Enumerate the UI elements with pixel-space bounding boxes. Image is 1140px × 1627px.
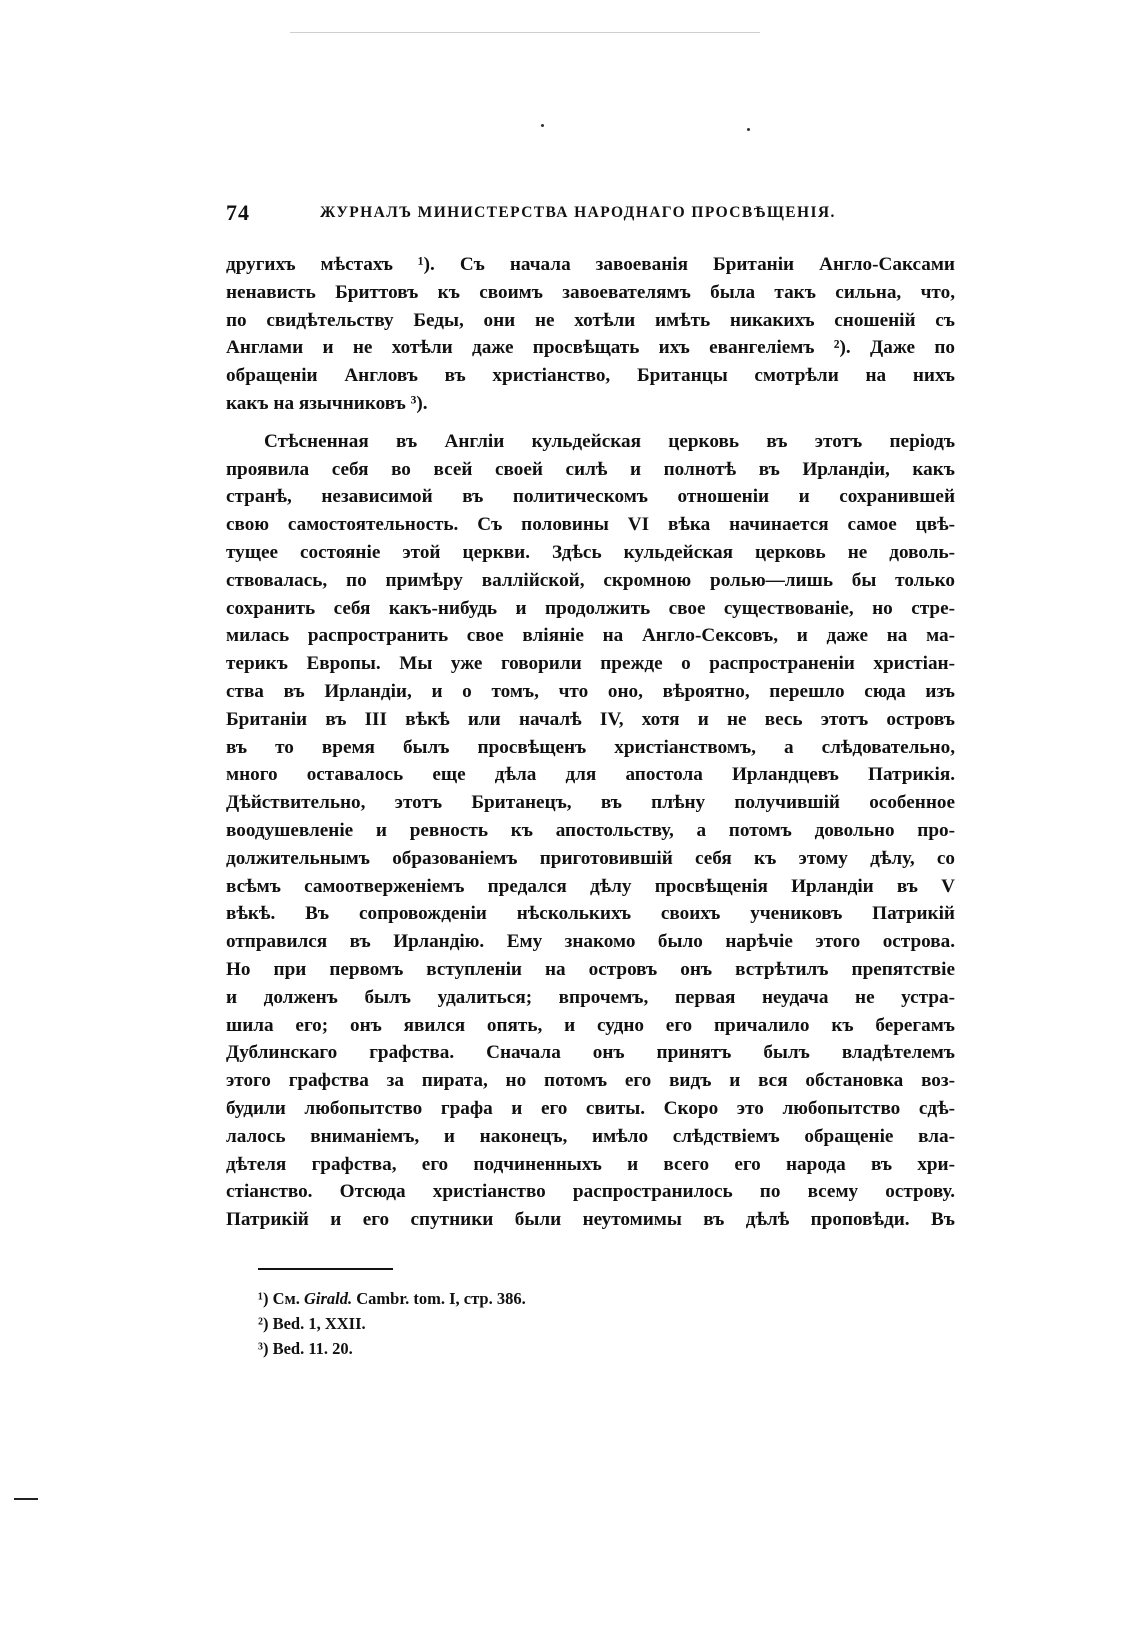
text-line: тущее состояніе этой церкви. Здѣсь кульдейская церковь не доволь- — [226, 541, 955, 563]
footnote-text: Cambr. tom. I, стр. 386. — [356, 1289, 526, 1308]
text-line: по свидѣтельству Беды, они не хотѣли имѣть никакихъ сношеній съ — [226, 309, 955, 331]
text-line: дѣтеля графства, его подчиненныхъ и всего его народа въ хри- — [226, 1153, 955, 1175]
text-line: много оставалось еще дѣла для апостола Ирландцевъ Патрикія. — [226, 764, 955, 786]
text-line: Стѣсненная въ Англіи кульдейская церковь въ этотъ періодъ — [264, 430, 955, 452]
text-line: въ то время былъ просвѣщенъ христіанствомъ, а слѣдовательно, — [226, 736, 955, 758]
footnote-rule — [258, 1268, 393, 1270]
text-line: странѣ, независимой въ политическомъ отношеніи и сохранившей — [226, 486, 955, 508]
text-line: Но при первомъ вступленіи на островъ онъ встрѣтилъ препятствіе — [226, 958, 955, 980]
footnote-1 — [258, 1286, 878, 1311]
text-line: Патрикій и его спутники были неутомимы въ дѣлѣ проповѣди. Въ — [226, 1209, 955, 1231]
top-scan-rule — [290, 32, 760, 33]
page-header — [226, 200, 856, 230]
text-line: ствовалась, по примѣру валлійской, скромною ролью—лишь бы только — [226, 569, 955, 591]
scan-speck — [747, 128, 750, 131]
text-line: будили любопытство графа и его свиты. Скоро это любопытство сдѣ- — [226, 1097, 955, 1119]
page-number: 74 — [226, 200, 250, 225]
running-title: ЖУРНАЛЪ МИНИСТЕРСТВА НАРОДНАГО ПРОСВѢЩЕНІЯ. — [320, 204, 836, 221]
body-text — [226, 251, 955, 1234]
text-line: стіанство. Отсюда христіанство распространилось по всему острову. — [226, 1181, 955, 1203]
text-line: и долженъ былъ удалиться; впрочемъ, первая неудача не устра- — [226, 986, 955, 1008]
text-line: другихъ мѣстахъ ¹). Съ начала завоеванія Британіи Англо-Саксами — [226, 254, 955, 275]
text-line: лалось вниманіемъ, и наконецъ, имѣло слѣдствіемъ обращеніе вла- — [226, 1125, 955, 1147]
text-line: вѣкѣ. Въ сопровожденіи нѣсколькихъ своихъ учениковъ Патрикій — [226, 903, 955, 925]
text-line: воодушевленіе и ревность къ апостольству, а потомъ довольно про- — [226, 819, 955, 841]
margin-mark — [14, 1498, 38, 1500]
text-line: какъ на язычниковъ ³). — [226, 392, 428, 414]
footnote-mark: ³) — [258, 1339, 269, 1358]
footnotes — [258, 1286, 878, 1361]
text-line: Англами и не хотѣли даже просвѣщать ихъ евангеліемъ ²). Даже по — [226, 337, 955, 359]
text-line: свою самостоятельность. Съ половины VI вѣка начинается самое цвѣ- — [226, 514, 955, 536]
text-line: милась распространить свое вліяніе на Англо-Сексовъ, и даже на ма- — [226, 625, 955, 647]
text-line: этого графства за пирата, но потомъ его видъ и вся обстановка воз- — [226, 1070, 955, 1092]
text-line: обращеніи Англовъ въ христіанство, Британцы смотрѣли на нихъ — [226, 365, 955, 387]
scan-speck — [541, 124, 544, 127]
footnote-mark: ¹) — [258, 1289, 269, 1308]
text-line: сохранить себя какъ-нибудь и продолжить свое существованіе, но стре- — [226, 597, 955, 619]
text-line: терикъ Европы. Мы уже говорили прежде о распространеніи христіан- — [226, 653, 955, 675]
footnote-text: Bed. 1, XXII. — [272, 1314, 366, 1333]
paragraph-gap — [226, 418, 955, 428]
footnote-mark: ²) — [258, 1314, 269, 1333]
footnote-3 — [258, 1336, 878, 1361]
footnote-text: Bed. 11. 20. — [272, 1339, 353, 1358]
text-line: ненависть Бриттовъ къ своимъ завоевателямъ была такъ сильна, что, — [226, 281, 955, 303]
text-line: шила его; онъ явился опять, и судно его причалило къ берегамъ — [226, 1014, 955, 1036]
text-line: Британіи въ III вѣкѣ или началѣ IV, хотя и не весь этотъ островъ — [226, 708, 955, 730]
text-line: Дублинскаго графства. Сначала онъ принятъ былъ владѣтелемъ — [226, 1042, 955, 1064]
footnote-abbr: См. — [272, 1289, 300, 1308]
text-line: ства въ Ирландіи, и о томъ, что оно, вѣроятно, перешло сюда изъ — [226, 680, 955, 702]
text-line: проявила себя во всей своей силѣ и полнотѣ въ Ирландіи, какъ — [226, 458, 955, 480]
text-line: Дѣйствительно, этотъ Британецъ, въ плѣну получившій особенное — [226, 792, 955, 814]
footnote-author: Girald. — [303, 1289, 353, 1308]
text-line: всѣмъ самоотверженіемъ предался дѣлу просвѣщенія Ирландіи въ V — [226, 875, 955, 897]
footnote-2 — [258, 1311, 878, 1336]
text-line: должительнымъ образованіемъ приготовившій себя къ этому дѣлу, со — [226, 847, 955, 869]
text-line: отправился въ Ирландію. Ему знакомо было нарѣчіе этого острова. — [226, 931, 955, 953]
